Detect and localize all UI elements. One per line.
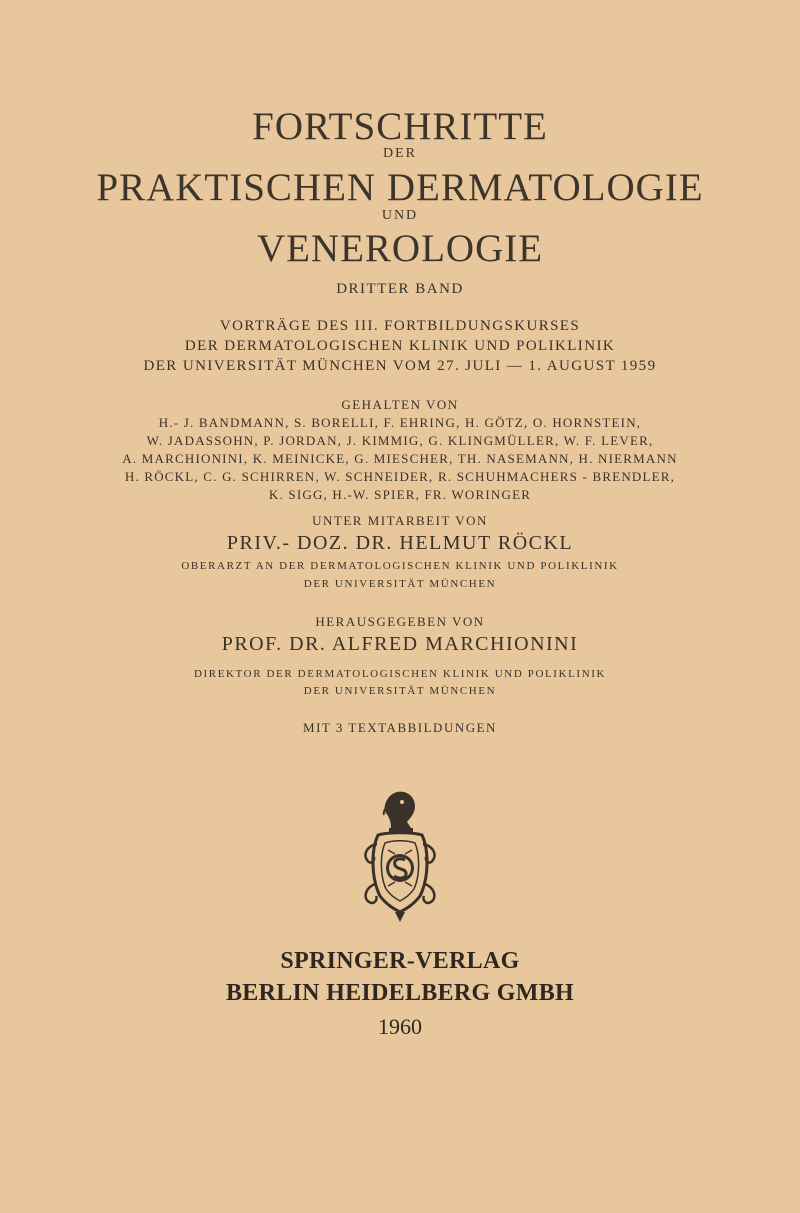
lecture-line-2: DER DERMATOLOGISCHEN KLINIK UND POLIKLINIK [184, 338, 616, 354]
title-line-der: DER [383, 146, 417, 161]
collaborator-name: PRIV.- DOZ. DR. HELMUT RÖCKL [226, 532, 574, 554]
editor-label: HERAUSGEGEBEN VON [315, 614, 485, 629]
author-line-3: A. MARCHIONINI, K. MEINICKE, G. MIESCHER, TH. NASEMANN, H. NIERMANN [122, 451, 678, 466]
collaboration-label: UNTER MITARBEIT VON [312, 513, 488, 528]
title-line-und: UND [381, 208, 419, 223]
collaborator-role-2: DER UNIVERSITÄT MÜNCHEN [303, 578, 497, 590]
lecture-line-3: DER UNIVERSITÄT MÜNCHEN VOM 27. JULI — 1. AUGUST 1959 [143, 358, 657, 374]
title-line-venerologie: VENEROLOGIE [256, 227, 544, 270]
title-line-fortschritte: FORTSCHRITTE [252, 105, 548, 148]
publication-year: 1960 [378, 1014, 422, 1039]
editor-role-2: DER UNIVERSITÄT MÜNCHEN [303, 685, 497, 697]
author-line-1: H.- J. BANDMANN, S. BORELLI, F. EHRING, H. GÖTZ, O. HORNSTEIN, [158, 415, 642, 430]
author-line-5: K. SIGG, H.-W. SPIER, FR. WORINGER [268, 487, 532, 502]
author-line-4: H. RÖCKL, C. G. SCHIRREN, W. SCHNEIDER, R. SCHUHMACHERS - BRENDLER, [124, 469, 676, 484]
title-line-praktischen-dermatologie: PRAKTISCHEN DERMATOLOGIE [96, 166, 704, 209]
author-line-2: W. JADASSOHN, P. JORDAN, J. KIMMIG, G. KLINGMÜLLER, W. F. LEVER, [146, 433, 654, 448]
collaborator-role-1: OBERARZT AN DER DERMATOLOGISCHEN KLINIK UND POLIKLINIK [181, 560, 619, 572]
publisher-name: SPRINGER-VERLAG [280, 948, 520, 974]
held-by-label: GEHALTEN VON [341, 397, 459, 412]
publisher-location: BERLIN HEIDELBERG GMBH [225, 980, 574, 1006]
editor-role-1: DIREKTOR DER DERMATOLOGISCHEN KLINIK UND POLIKLINIK [193, 668, 607, 680]
illustrations-note: MIT 3 TEXTABBILDUNGEN [303, 720, 497, 735]
lecture-line-1: VORTRÄGE DES III. FORTBILDUNGSKURSES [219, 318, 581, 334]
springer-knight-emblem-icon [355, 788, 445, 924]
editor-name: PROF. DR. ALFRED MARCHIONINI [221, 633, 579, 655]
volume-label: DRITTER BAND [336, 281, 464, 297]
